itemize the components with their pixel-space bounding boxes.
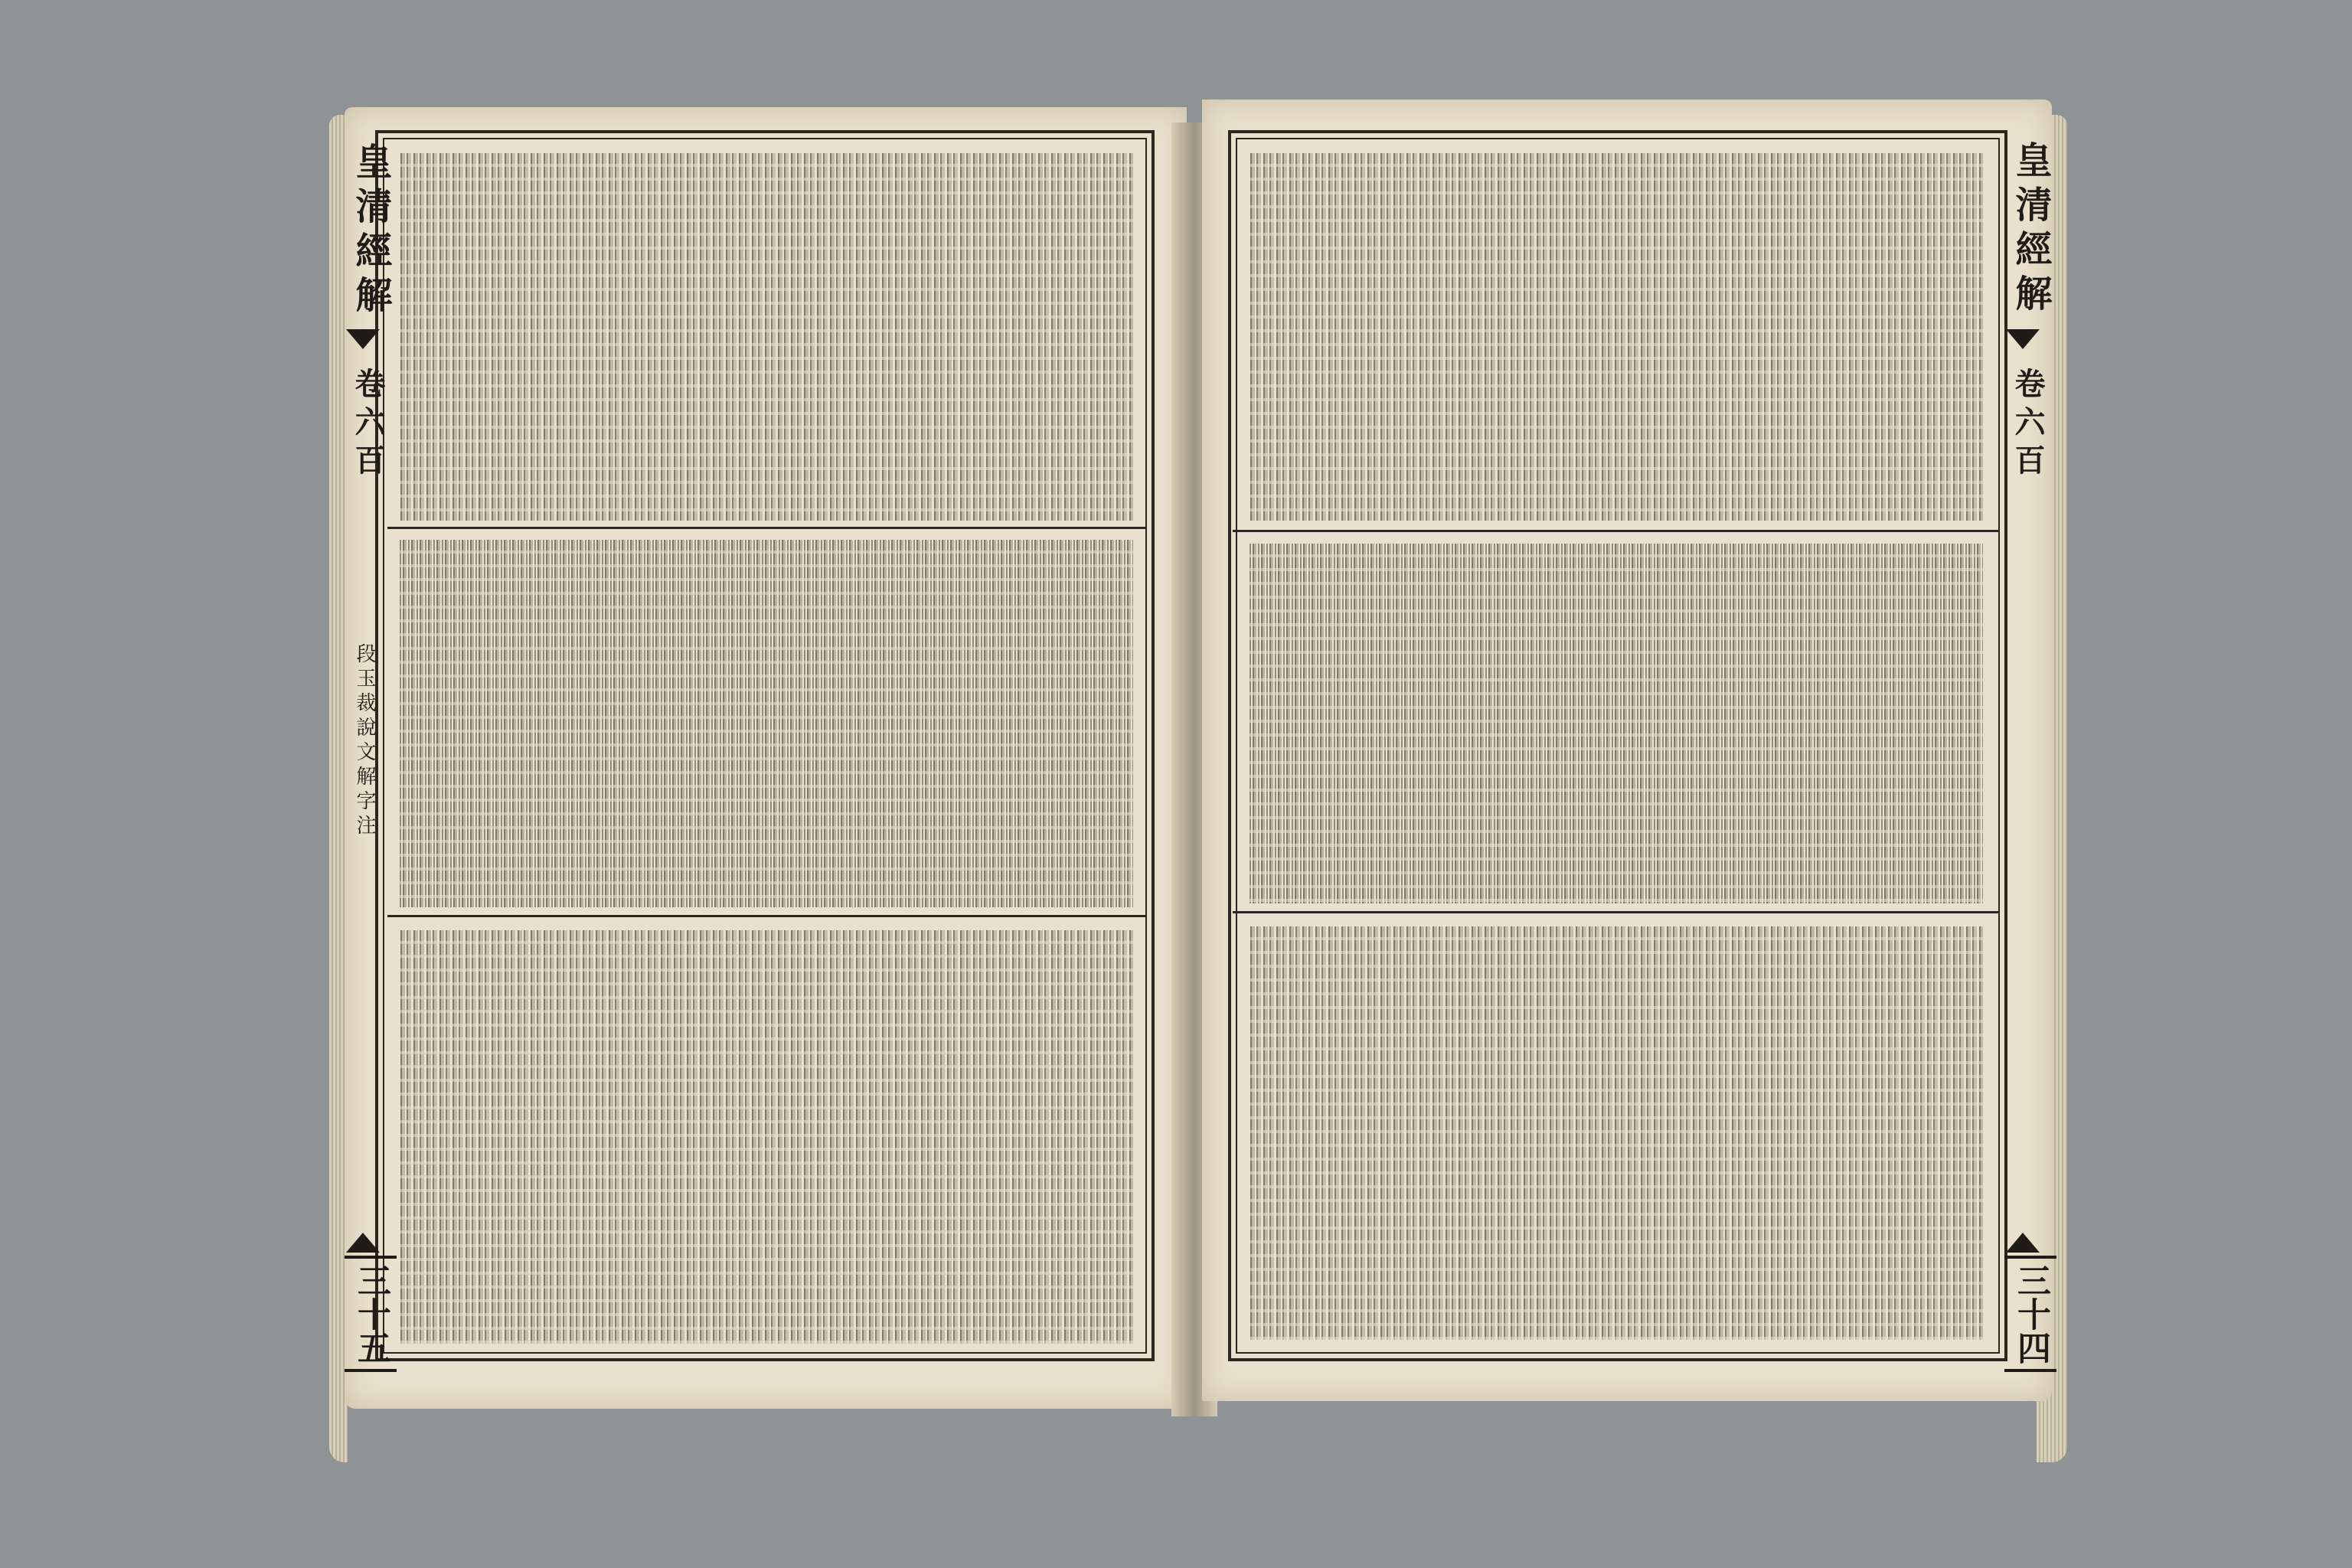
right-register-middle	[1248, 544, 1983, 903]
right-page	[1202, 100, 2052, 1401]
right-volume-label: 卷六百	[2010, 368, 2046, 482]
left-register-top	[398, 153, 1133, 521]
right-series-title: 皇清經解	[2009, 141, 2052, 318]
left-page	[345, 107, 1187, 1409]
left-volume-label: 卷六百	[350, 368, 386, 482]
right-fishtail-lower	[2006, 1233, 2040, 1253]
left-register-bottom	[398, 930, 1133, 1344]
left-register-divider-2	[387, 915, 1145, 917]
left-register-divider-1	[387, 527, 1145, 529]
right-register-divider-1	[1233, 530, 1998, 532]
right-register-top	[1248, 153, 1983, 521]
right-fishtail-upper	[2006, 329, 2040, 349]
left-series-title: 皇清經解	[349, 142, 392, 320]
right-register-bottom	[1248, 926, 1983, 1340]
left-folio: 三十五	[345, 1256, 397, 1372]
left-fishtail-upper	[346, 329, 380, 349]
right-register-divider-2	[1233, 911, 1998, 913]
open-book	[329, 92, 2052, 1501]
right-folio: 三十四	[2004, 1256, 2056, 1372]
left-book-title: 段玉裁說文解字注	[353, 643, 376, 839]
left-fishtail-lower	[346, 1233, 380, 1253]
left-register-middle	[398, 540, 1133, 907]
